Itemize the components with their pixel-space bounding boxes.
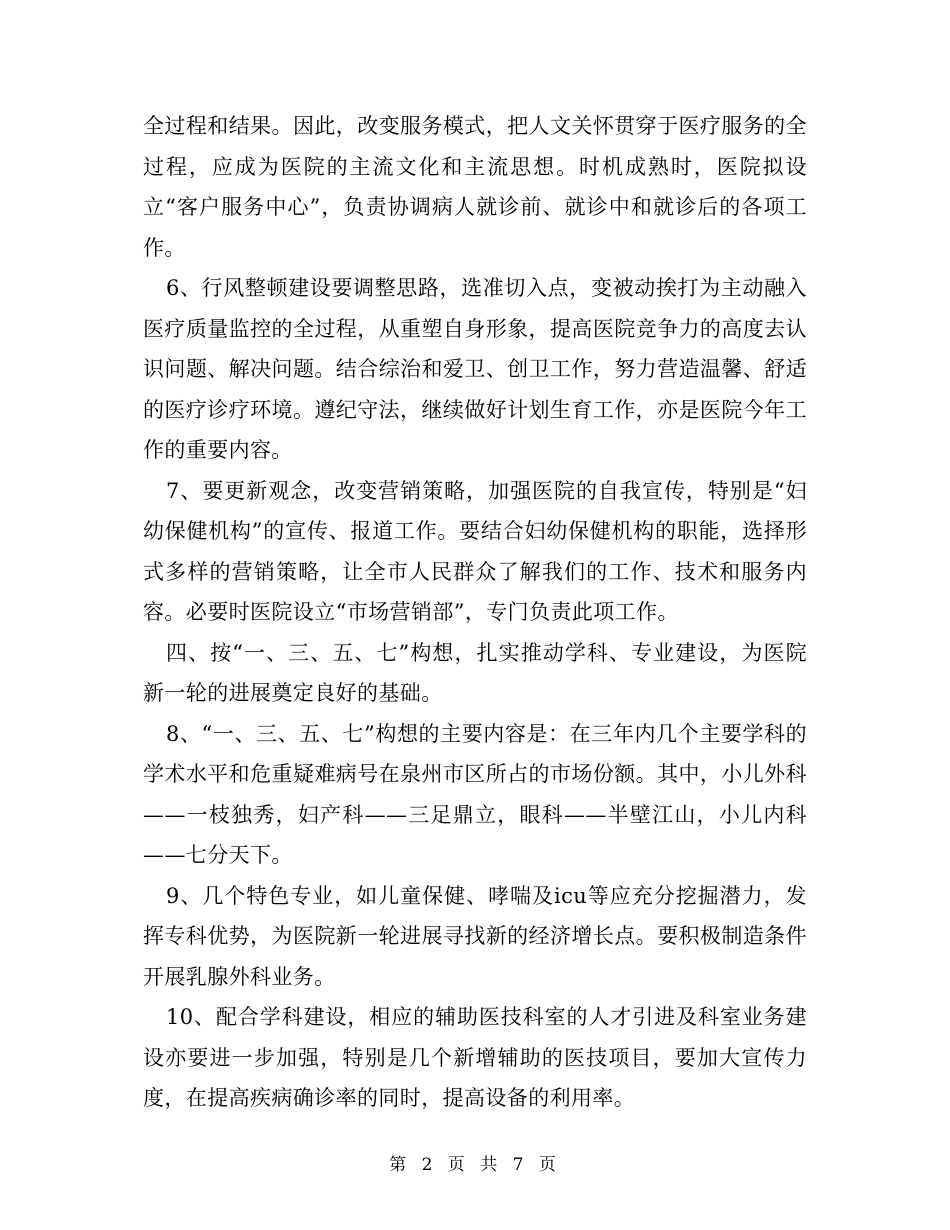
document-body [143, 106, 807, 1119]
section-heading-4: 四、按“一、三、五、七”构想，扎实推动学科、专业建设，为医院新一轮的进展奠定良好的基础。 [143, 640, 807, 705]
page-number-footer: 第 2 页 共 7 页 [389, 1155, 561, 1175]
paragraph-continuation: 全过程和结果。因此，改变服务模式，把人文关怀贯穿于医疗服务的全过程，应成为医院的主流文化和主流思想。时机成熟时，医院拟设立“客户服务中心”，负责协调病人就诊前、就诊中和就诊后的各项工作。 [143, 114, 807, 260]
paragraph-item-8: 8、“一、三、五、七”构想的主要内容是：在三年内几个主要学科的学术水平和危重疑难病号在泉州市区所占的市场份额。其中，小儿外科——一枝独秀，妇产科——三足鼎立，眼科——半壁江山，小儿内科——七分天下。 [143, 721, 807, 867]
paragraph-item-6: 6、行风整顿建设要调整思路，选准切入点，变被动挨打为主动融入医疗质量监控的全过程，从重塑自身形象，提高医院竞争力的高度去认识问题、解决问题。结合综治和爱卫、创卫工作，努力营造温馨、舒适的医疗诊疗环境。遵纪守法，继续做好计划生育工作，亦是医院今年工作的重要内容。 [143, 276, 807, 462]
paragraph-item-10: 10、配合学科建设，相应的辅助医技科室的人才引进及科室业务建设亦要进一步加强，特别是几个新增辅助的医技项目，要加大宣传力度，在提高疾病确诊率的同时，提高设备的利用率。 [143, 1005, 807, 1110]
paragraph-item-9: 9、几个特色专业，如儿童保健、哮喘及icu等应充分挖掘潜力，发挥专科优势，为医院新一轮进展寻找新的经济增长点。要积极制造条件开展乳腺外科业务。 [143, 883, 807, 989]
paragraph-item-7: 7、要更新观念，改变营销策略，加强医院的自我宣传，特别是“妇幼保健机构”的宣传、报道工作。要结合妇幼保健机构的职能，选择形式多样的营销策略，让全市人民群众了解我们的工作、技术和服务内容。必要时医院设立“市场营销部”，专门负责此项工作。 [143, 478, 807, 624]
